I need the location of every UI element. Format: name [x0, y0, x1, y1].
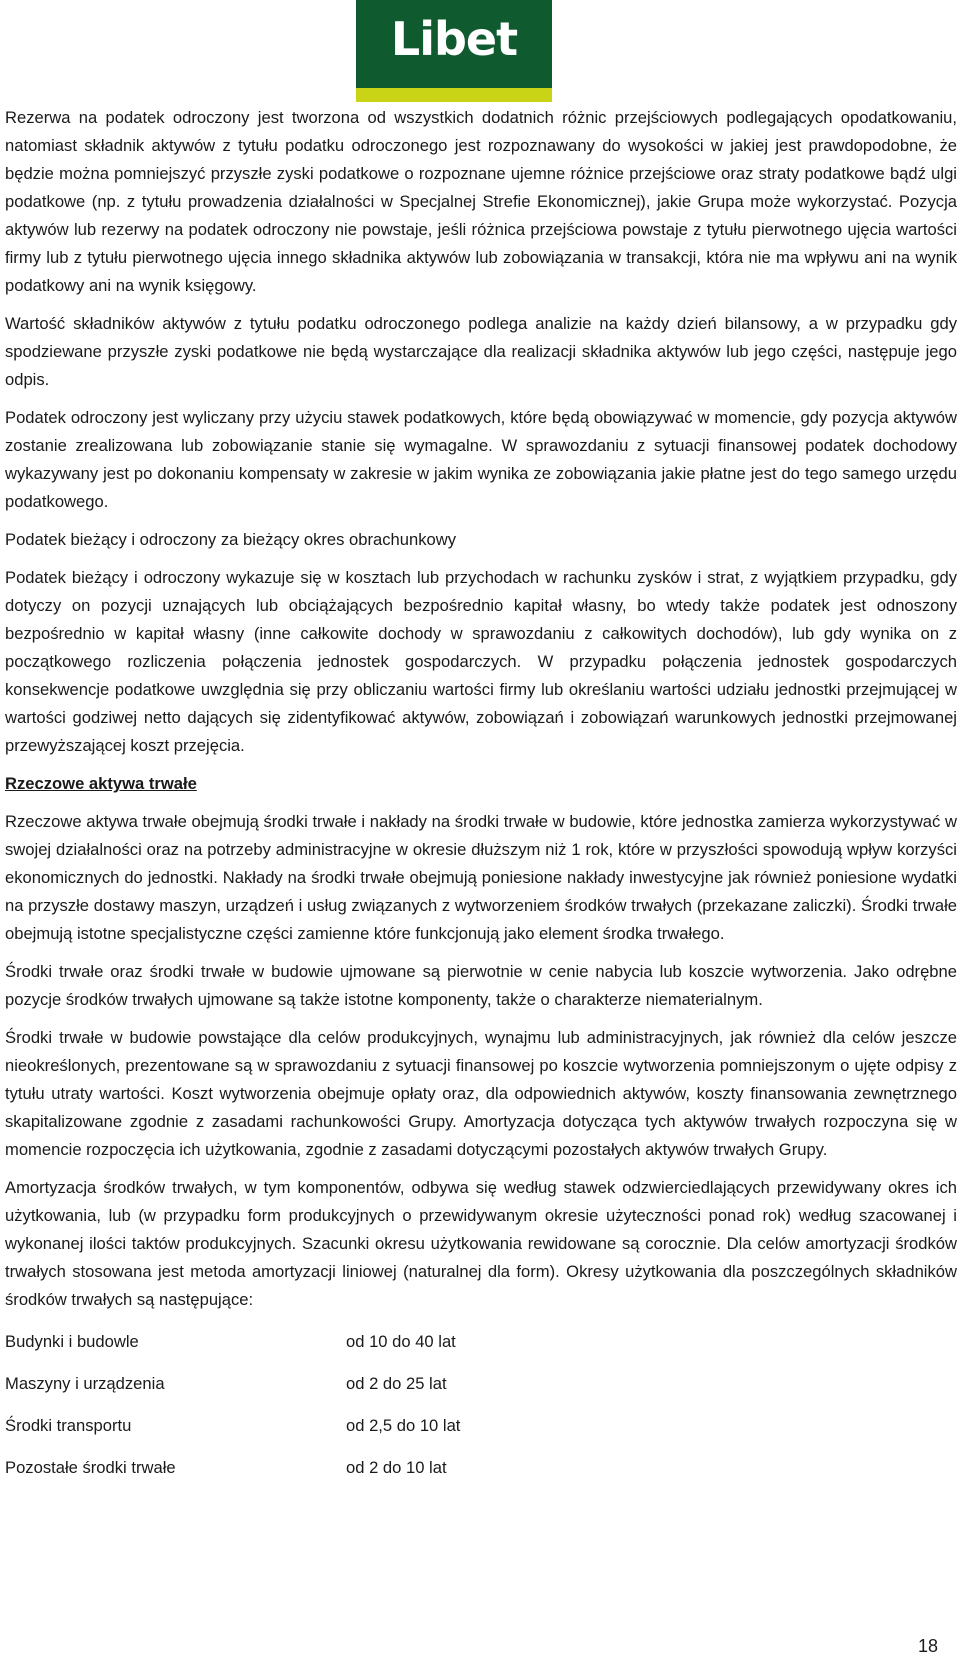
- useful-life-category: Pozostałe środki trwałe: [5, 1458, 176, 1477]
- logo-text: Libet: [390, 12, 518, 66]
- useful-life-category: Budynki i budowle: [5, 1332, 139, 1351]
- useful-life-range: od 10 do 40 lat: [346, 1332, 456, 1351]
- paragraph-deferred-tax-reserve: Rezerwa na podatek odroczony jest tworzona od wszystkich dodatnich różnic przejściowych podlegających opodatkowaniu, natomiast składnik aktywów z tytułu podatku odroczonego jest rozpoznawany do wysokości w jakiej jest prawdopodobne, że będzie można pomniejszyć przyszłe zyski podatkowe o rozpoznane ujemne różnice przejściowe oraz straty podatkowe bądź ulgi podatkowe (np. z tytułu prowadzenia działalności w Specjalnej Strefie Ekonomicznej), jakie Grupa może wykorzystać. Pozycja aktywów lub rezerwy na podatek odroczony nie powstaje, jeśli różnica przejściowa powstaje z tytułu pierwotnego ujęcia wartości firmy lub z tytułu pierwotnego ujęcia innego składnika aktywów lub zobowiązania w transakcji, która nie ma wpływu ani na wynik podatkowy ani na wynik księgowy.: [5, 108, 957, 295]
- paragraph-current-and-deferred-tax: Podatek bieżący i odroczony wykazuje się w kosztach lub przychodach w rachunku zysków i strat, z wyjątkiem przypadku, gdy dotyczy on pozycji uznających lub obciążających bezpośrednio kapitał własny, bo wtedy także podatek jest odnoszony bezpośrednio w kapitał własny (inne całkowite dochody w sprawozdaniu z całkowitych dochodów), lub gdy wynika on z początkowego rozliczenia połączenia jednostek gospodarczych. W przypadku połączenia jednostek gospodarczych konsekwencje podatkowe uwzględnia się przy obliczaniu wartości firmy lub określaniu wartości udziału jednostki przejmującej w wartości godziwej netto dających się zidentyfikować aktywów, zobowiązań i zobowiązań warunkowych jednostki przejmowanej przewyższającej koszt przejęcia.: [5, 568, 957, 755]
- logo-accent-bar: [356, 88, 552, 102]
- paragraph-deferred-tax-assets-review: Wartość składników aktywów z tytułu podatku odroczonego podlega analizie na każdy dzień bilansowy, a w przypadku gdy spodziewane przyszłe zyski podatkowe nie będą wystarczające dla realizacji składnika aktywów lub jego części, następuje jego odpis.: [5, 314, 957, 389]
- useful-life-row: [5, 1454, 957, 1496]
- useful-life-category: Środki transportu: [5, 1416, 132, 1435]
- useful-life-table: [5, 1328, 957, 1496]
- useful-life-category: Maszyny i urządzenia: [5, 1374, 165, 1393]
- useful-life-range: od 2,5 do 10 lat: [346, 1416, 461, 1435]
- useful-life-range: od 2 do 10 lat: [346, 1458, 447, 1477]
- useful-life-range: od 2 do 25 lat: [346, 1374, 447, 1393]
- paragraph-fixed-assets-definition: Rzeczowe aktywa trwałe obejmują środki trwałe i nakłady na środki trwałe w budowie, które jednostka zamierza wykorzystywać w swojej działalności oraz na potrzeby administracyjne w okresie dłuższym niż 1 rok, które w przyszłości spowodują wpływ korzyści ekonomicznych do jednostki. Nakłady na środki trwałe obejmują poniesione nakłady inwestycyjne jak również poniesione wydatki na przyszłe dostawy maszyn, urządzeń i usług związanych z wytworzeniem środków trwałych (przekazane zaliczki). Środki trwałe obejmują istotne specjalistyczne części zamienne które funkcjonują jako element środka trwałego.: [5, 812, 957, 943]
- document-body: [5, 104, 957, 1496]
- paragraph-fixed-assets-recognition: Środki trwałe oraz środki trwałe w budowie ujmowane są pierwotnie w cenie nabycia lub koszcie wytworzenia. Jako odrębne pozycje środków trwałych ujmowane są także istotne komponenty, także o charakterze niematerialnym.: [5, 962, 957, 1009]
- paragraph-deferred-tax-rates: Podatek odroczony jest wyliczany przy użyciu stawek podatkowych, które będą obowiązywać w momencie, gdy pozycja aktywów zostanie zrealizowana lub zobowiązanie stanie się wymagalne. W sprawozdaniu z sytuacji finansowej podatek dochodowy wykazywany jest po dokonaniu kompensaty w zakresie w jakim wynika ze zobowiązania jakie płatne jest do tego samego urzędu podatkowego.: [5, 408, 957, 511]
- useful-life-row: [5, 1412, 957, 1454]
- page-number: 18: [917, 1636, 938, 1656]
- paragraph-depreciation: Amortyzacja środków trwałych, w tym komponentów, odbywa się według stawek odzwierciedlających przewidywany okres ich użytkowania, lub (w przypadku form produkcyjnych o przewidywanym okresie użyteczności ponad rok) według szacowanej i wykonanej ilości taktów produkcyjnych. Szacunki okresu użytkowania rewidowane są corocznie. Dla celów amortyzacji środków trwałych stosowana jest metoda amortyzacji liniowej (naturalnej dla form). Okresy użytkowania dla poszczególnych składników środków trwałych są następujące:: [5, 1178, 957, 1309]
- libet-logo: [356, 0, 552, 102]
- useful-life-row: [5, 1370, 957, 1412]
- paragraph-assets-under-construction: Środki trwałe w budowie powstające dla celów produkcyjnych, wynajmu lub administracyjnych, jak również dla celów jeszcze nieokreślonych, prezentowane są w sprawozdaniu z sytuacji finansowej po koszcie wytworzenia pomniejszonym o ujęte odpisy z tytułu utraty wartości. Koszt wytworzenia obejmuje opłaty oraz, dla odpowiednich aktywów, koszty finansowania zewnętrznego skapitalizowane zgodnie z zasadami rachunkowości Grupy. Amortyzacja dotycząca tych aktywów trwałych rozpoczyna się w momencie rozpoczęcia ich użytkowania, zgodnie z zasadami dotyczącymi pozostałych aktywów trwałych Grupy.: [5, 1028, 957, 1159]
- useful-life-row: [5, 1328, 957, 1370]
- section-heading-fixed-assets: Rzeczowe aktywa trwałe: [5, 774, 197, 793]
- paragraph-current-tax-label: Podatek bieżący i odroczony za bieżący okres obrachunkowy: [5, 530, 457, 549]
